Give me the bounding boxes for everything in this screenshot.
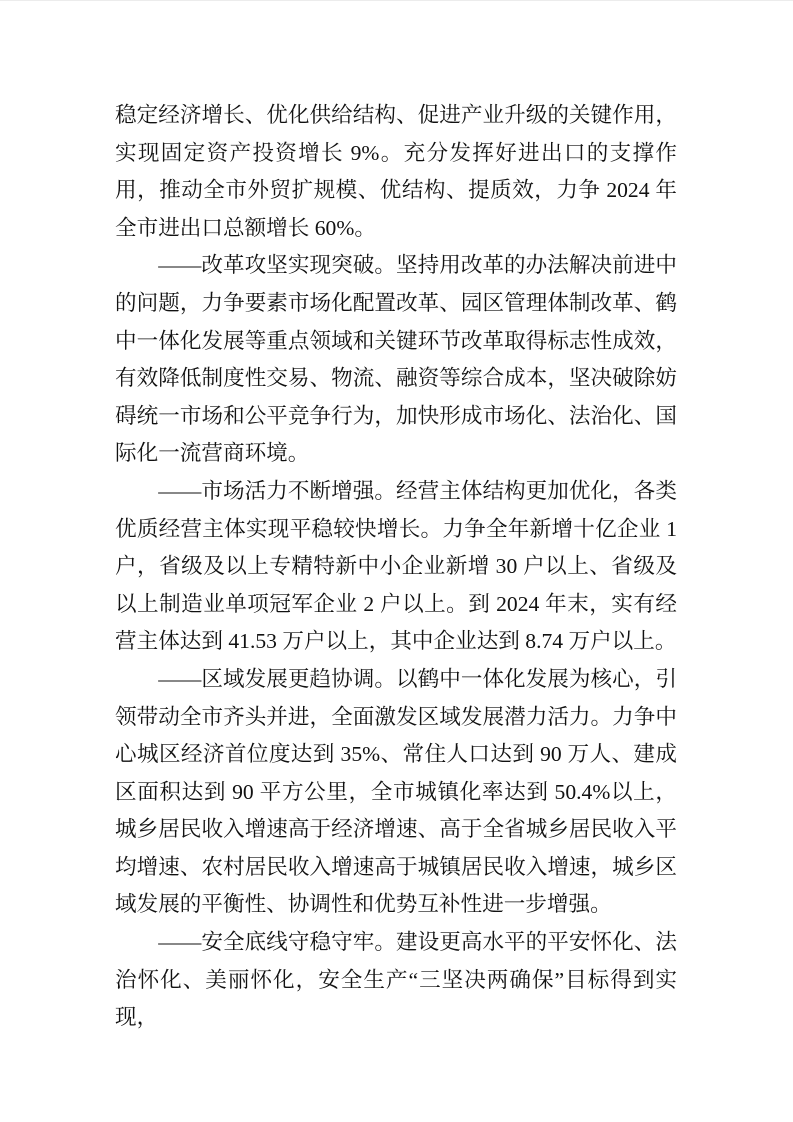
paragraph: ——改革攻坚实现突破。坚持用改革的办法解决前进中的问题，力争要素市场化配置改革、园区管理体制改革、鹤中一体化发展等重点领域和关键环节改革取得标志性成效，有效降低制度性交易、物流、融资等综合成本，坚决破除妨碍统一市场和公平竞争行为，加快形成市场化、法治化、国际化一流营商环境。 — [115, 253, 677, 466]
paragraph: ——市场活力不断增强。经营主体结构更加优化，各类优质经营主体实现平稳较快增长。力争全年新增十亿企业 1 户，省级及以上专精特新中小企业新增 30 户以上、省级及以上制造业单项冠军企业 2 户以上。到 2024 年末，实有经营主体达到 41.53 万户以上，其中企业达到 8.74 万户以上。 — [115, 478, 677, 654]
document-text-body — [115, 97, 677, 1037]
paragraph: 稳定经济增长、优化供给结构、促进产业升级的关键作用，实现固定资产投资增长 9%。充分发挥好进出口的支撑作用，推动全市外贸扩规模、优结构、提质效，力争 2024 年全市进出口总额增长 60%。 — [115, 103, 677, 240]
paragraph: ——区域发展更趋协调。以鹤中一体化发展为核心，引领带动全市齐头并进，全面激发区域发展潜力活力。力争中心城区经济首位度达到 35%、常住人口达到 90 万人、建成区面积达到 90 平方公里，全市城镇化率达到 50.4%以上，城乡居民收入增速高于经济增速、高于全省城乡居民收入平均增速、农村居民收入增速高于城镇居民收入增速，城乡区域发展的平衡性、协调性和优势互补性进一步增强。 — [115, 666, 677, 917]
paragraph: ——安全底线守稳守牢。建设更高水平的平安怀化、法治怀化、美丽怀化，安全生产“三坚决两确保”目标得到实现， — [115, 930, 677, 1030]
